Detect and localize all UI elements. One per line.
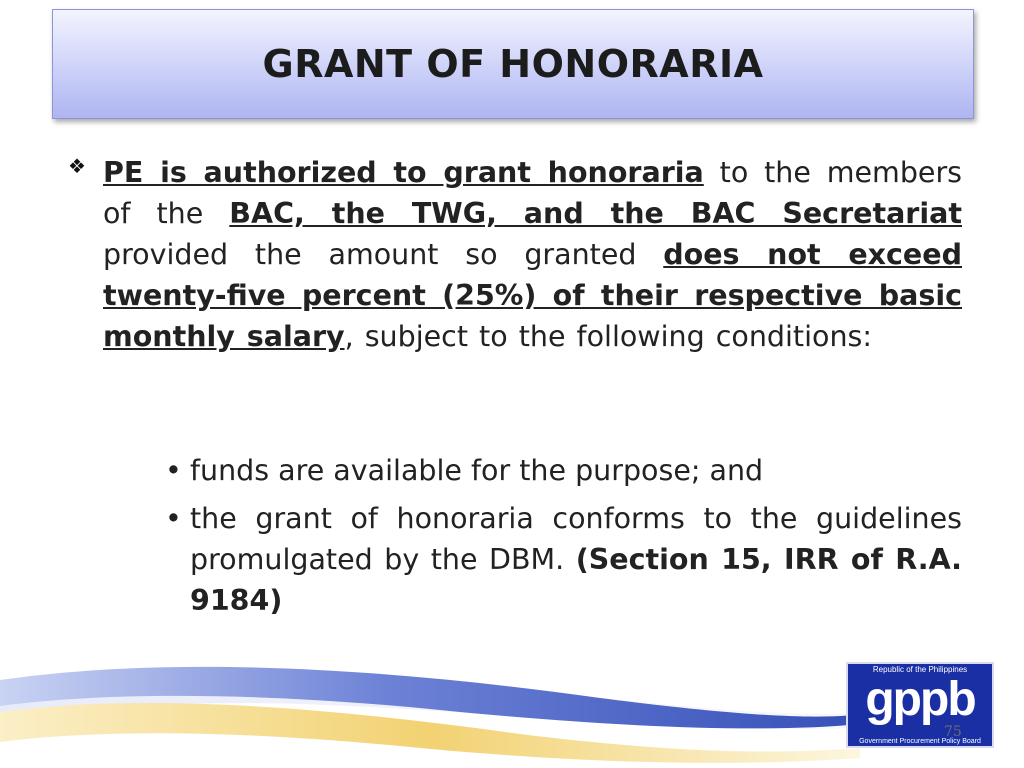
diamond-bullet-icon: ❖ <box>68 154 86 178</box>
title-banner <box>52 9 974 119</box>
bullet-dot-icon: • <box>165 502 182 535</box>
list-item <box>165 450 962 491</box>
text-segment: to the members of the <box>103 156 963 230</box>
authorization-phrase: PE is authorized to grant honoraria <box>103 156 704 189</box>
main-bullet-text <box>103 152 962 357</box>
page-number: 75 <box>944 724 962 740</box>
limit-phrase: does not exceed twenty-five percent (25%) of their respective basic monthly salary <box>103 238 962 353</box>
bullet-dot-icon: • <box>165 454 182 487</box>
slide-title: GRANT OF HONORARIA <box>262 42 764 86</box>
text-segment: provided the amount so granted <box>103 238 664 271</box>
logo-top-text: Republic of the Philippines <box>872 665 968 674</box>
committee-phrase: BAC, the TWG, and the BAC Secretariat <box>229 197 962 230</box>
condition-text: the grant of honoraria conforms to the guidelines promulgated by the DBM. <box>190 502 962 576</box>
text-segment: , subject to the following conditions: <box>344 320 872 353</box>
condition-text: funds are available for the purpose; and <box>190 454 764 487</box>
logo-bottom-text: Government Procurement Policy Board <box>859 738 981 745</box>
conditions-list <box>165 450 962 628</box>
legal-citation: (Section 15, IRR of R.A. 9184) <box>190 543 962 617</box>
gppb-logo <box>846 662 994 748</box>
list-item <box>165 498 962 621</box>
logo-mark: gppb <box>865 673 975 726</box>
main-bullet-point <box>68 152 962 357</box>
